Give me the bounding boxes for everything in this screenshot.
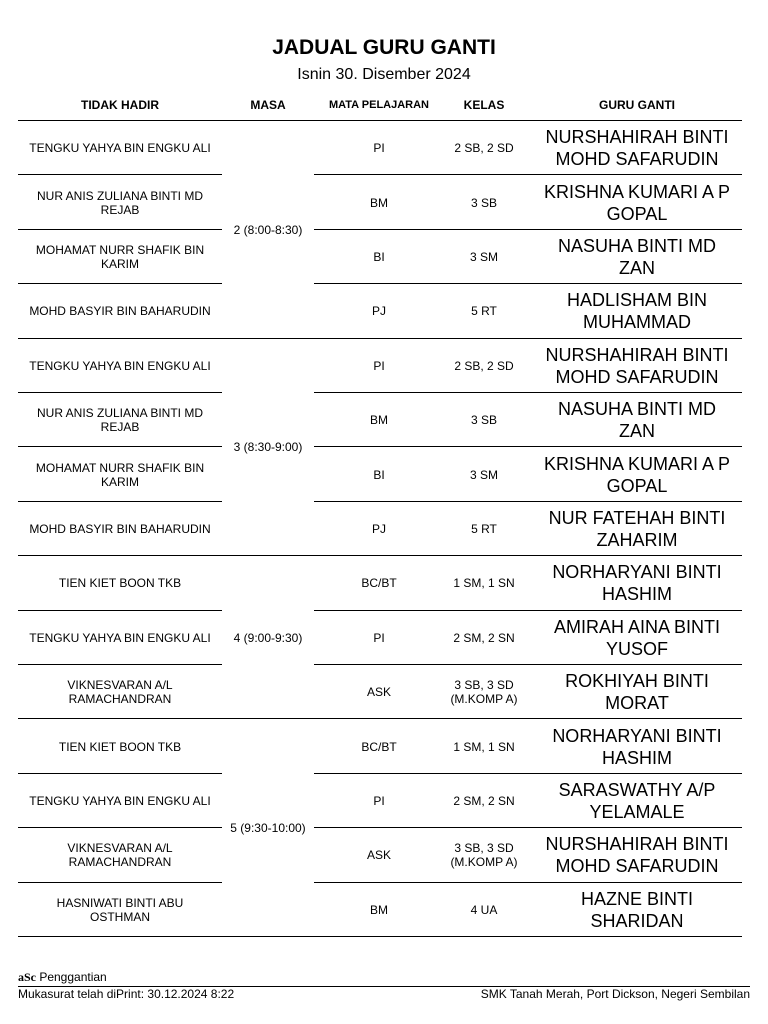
absent-teacher: NUR ANIS ZULIANA BINTI MD REJAB [36,188,204,217]
absent-teacher: TENGKU YAHYA BIN ENGKU ALI [29,358,211,373]
print-timestamp: Mukasurat telah diPrint: 30.12.2024 8:22 [18,987,235,1001]
substitute-teacher: NASUHA BINTI MD ZAN [557,399,717,442]
table-row [18,121,742,175]
subject: ASK [366,685,391,700]
subject: ASK [366,848,391,863]
header-substitute: GURU GANTI [599,98,675,112]
subject: PJ [371,521,386,536]
table-row [18,230,742,284]
substitute-teacher: NORHARYANI BINTI HASHIM [552,725,722,768]
class-name: 2 SB, 2 SD [454,141,514,156]
class-name: 5 RT [471,304,497,319]
table-row [18,665,742,719]
class-name: 3 SB [470,195,497,210]
school-name: SMK Tanah Merah, Port Dickson, Negeri Sembilan [480,987,750,1001]
subject: BC/BT [361,576,397,591]
table-row [18,883,742,937]
period-label: 4 (9:00-9:30) [222,631,314,645]
absent-teacher: TENGKU YAHYA BIN ENGKU ALI [29,141,211,156]
table-row [18,774,742,828]
absent-teacher: NUR ANIS ZULIANA BINTI MD REJAB [36,406,204,435]
table-row [18,447,742,501]
substitute-teacher: NORHARYANI BINTI HASHIM [552,562,722,605]
substitute-teacher: NURSHAHIRAH BINTI MOHD SAFARUDIN [545,127,729,170]
table-header [18,96,742,121]
class-name: 2 SM, 2 SN [453,630,515,645]
table-row [18,339,742,393]
absent-teacher: MOHD BASYIR BIN BAHARUDIN [29,521,211,536]
subject: BM [370,902,388,917]
header-class: KELAS [463,98,505,112]
absent-teacher: HASNIWATI BINTI ABU OSTHMAN [56,895,184,924]
absent-teacher: MOHAMAT NURR SHAFIK BIN KARIM [35,460,205,489]
table-row [18,719,742,773]
subject: PI [373,630,385,645]
absent-teacher: TENGKU YAHYA BIN ENGKU ALI [29,630,211,645]
substitute-teacher: SARASWATHY A/P YELAMALE [558,779,716,822]
table-row [18,828,742,882]
header-subject: MATA PELAJARAN [328,99,429,111]
class-name: 3 SB, 3 SD (M.KOMP A) [450,678,518,707]
asc-logo-text: aSc [18,970,36,984]
subject: BI [373,249,385,264]
group-divider [18,936,742,937]
footer-brand-suffix: Penggantian [36,970,107,984]
class-name: 2 SM, 2 SN [453,793,515,808]
substitute-teacher: NASUHA BINTI MD ZAN [557,235,717,278]
footer-brand [18,970,107,985]
substitute-teacher: ROKHIYAH BINTI MORAT [565,671,709,714]
table-row [18,611,742,665]
absent-teacher: TIEN KIET BOON TKB [58,739,182,754]
subject: BM [370,413,388,428]
subject: BI [373,467,385,482]
table-row [18,284,742,338]
absent-teacher: MOHD BASYIR BIN BAHARUDIN [29,304,211,319]
absent-teacher: VIKNESVARAN A/L RAMACHANDRAN [67,678,173,707]
subject: BM [370,195,388,210]
schedule-date: Isnin 30. Disember 2024 [297,66,471,83]
subject: PI [373,793,385,808]
table-row [18,556,742,610]
page-title: JADUAL GURU GANTI [272,36,496,59]
class-name: 3 SB [470,413,497,428]
header-absent: TIDAK HADIR [81,98,159,112]
class-name: 1 SM, 1 SN [453,739,515,754]
period-label: 2 (8:00-8:30) [222,223,314,237]
class-name: 3 SB, 3 SD (M.KOMP A) [450,841,518,870]
substitute-teacher: NURSHAHIRAH BINTI MOHD SAFARUDIN [545,834,729,877]
substitute-teacher: KRISHNA KUMARI A P GOPAL [543,453,731,496]
absent-teacher: MOHAMAT NURR SHAFIK BIN KARIM [35,242,205,271]
class-name: 3 SM [469,467,498,482]
class-name: 5 RT [471,521,497,536]
absent-teacher: TENGKU YAHYA BIN ENGKU ALI [29,793,211,808]
substitute-teacher: NURSHAHIRAH BINTI MOHD SAFARUDIN [545,344,729,387]
class-name: 1 SM, 1 SN [453,576,515,591]
subject: PI [373,141,385,156]
period-label: 5 (9:30-10:00) [222,821,314,835]
class-name: 3 SM [469,249,498,264]
table-row [18,175,742,229]
table-row [18,393,742,447]
class-name: 2 SB, 2 SD [454,358,514,373]
absent-teacher: VIKNESVARAN A/L RAMACHANDRAN [67,841,173,870]
subject: PI [373,358,385,373]
substitute-teacher: KRISHNA KUMARI A P GOPAL [543,181,731,224]
subject: PJ [371,304,386,319]
header-period: MASA [250,98,286,112]
table-row [18,502,742,556]
substitute-teacher: HADLISHAM BIN MUHAMMAD [566,290,708,333]
period-label: 3 (8:30-9:00) [222,440,314,454]
subject: BC/BT [361,739,397,754]
absent-teacher: TIEN KIET BOON TKB [58,576,182,591]
substitute-teacher: AMIRAH AINA BINTI YUSOF [553,616,721,659]
class-name: 4 UA [470,902,498,917]
substitute-teacher: HAZNE BINTI SHARIDAN [580,888,693,931]
substitute-teacher: NUR FATEHAH BINTI ZAHARIM [548,507,726,550]
